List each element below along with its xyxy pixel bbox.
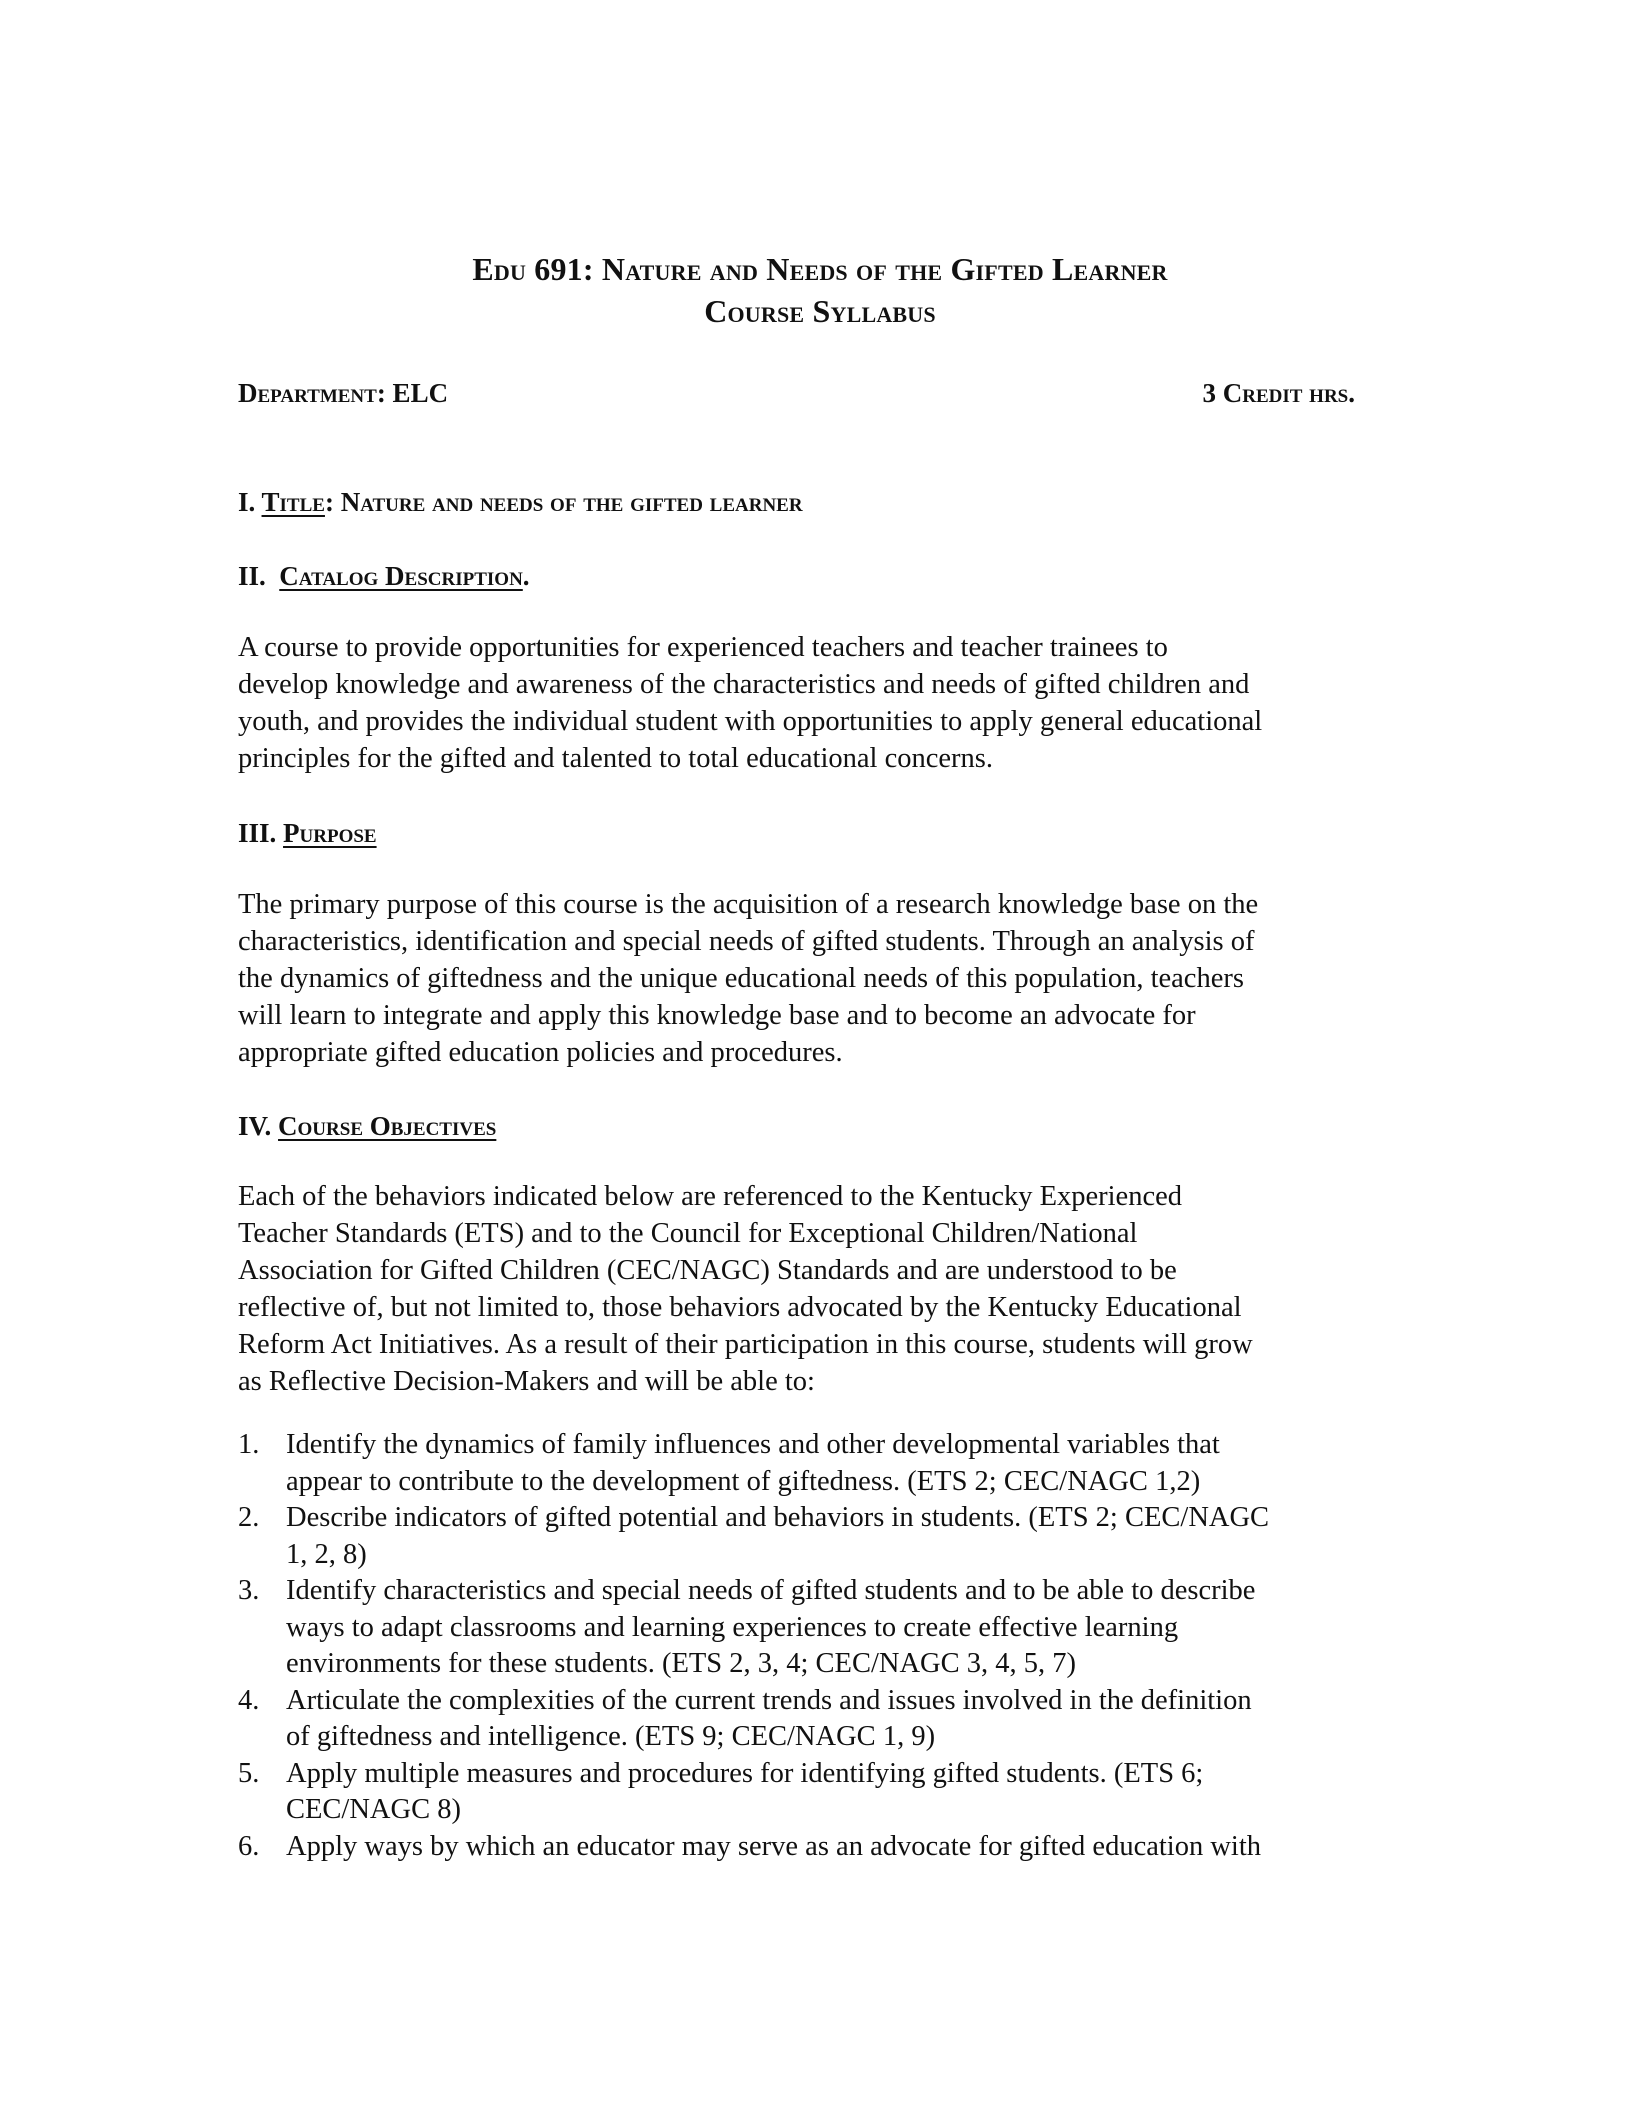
objective-number: 4. — [238, 1684, 260, 1716]
section-numeral: II. — [238, 561, 280, 591]
section-numeral: III. — [238, 818, 284, 848]
objective-line: of giftedness and intelligence. (ETS 9; CEC/NAGC 1, 9) — [286, 1721, 936, 1752]
objective-number: 3. — [238, 1575, 260, 1606]
section-suffix: . — [522, 561, 530, 591]
paragraph-line: as Reflective Decision-Makers and will be able to: — [238, 1366, 815, 1397]
section-numeral: IV. — [238, 1111, 279, 1141]
paragraph-line: principles for the gifted and talented to total educational concerns. — [238, 743, 993, 774]
paragraph-line: The primary purpose of this course is the acquisition of a research knowledge base on the — [238, 889, 1259, 920]
objective-line: CEC/NAGC 8) — [286, 1794, 461, 1825]
objective-number: 5. — [238, 1757, 260, 1789]
section-label: Purpose — [283, 818, 377, 848]
objective-line: 1, 2, 8) — [286, 1538, 367, 1570]
objective-number: 2. — [238, 1502, 260, 1533]
objective-line: Articulate the complexities of the current trends and issues involved in the definition — [286, 1684, 1252, 1716]
paragraph-line: reflective of, but not limited to, those behaviors advocated by the Kentucky Educational — [238, 1292, 1242, 1323]
purpose-paragraph — [238, 886, 1388, 1071]
title-line-1: Edu 691: Nature and Needs of the Gifted Learner — [472, 251, 1168, 287]
credit-hours-label: 3 Credit hrs. — [1202, 378, 1355, 408]
objective-line: environments for these students. (ETS 2, 3, 4; CEC/NAGC 3, 4, 5, 7) — [286, 1648, 1077, 1679]
section-title-heading — [238, 484, 803, 520]
objective-line: Identify the dynamics of family influences and other developmental variables that — [286, 1429, 1220, 1460]
objective-number: 6. — [238, 1830, 260, 1862]
paragraph-line: appropriate gifted education policies and procedures. — [238, 1037, 843, 1068]
paragraph-line: the dynamics of giftedness and the unique educational needs of this population, teachers — [238, 963, 1244, 994]
objective-item-3 — [238, 1573, 1398, 1683]
objective-line: Apply ways by which an educator may serve as an advocate for gifted education with — [286, 1830, 1261, 1862]
objective-line: Apply multiple measures and procedures for identifying gifted students. (ETS 6; — [286, 1757, 1204, 1789]
section-label: Catalog Description — [279, 561, 523, 591]
section-label: Course Objectives — [278, 1111, 497, 1141]
objective-line: appear to contribute to the development of giftedness. (ETS 2; CEC/NAGC 1,2) — [286, 1465, 1201, 1497]
section-catalog-heading — [238, 558, 530, 594]
document-title — [0, 248, 1640, 332]
paragraph-line: Reform Act Initiatives. As a result of their participation in this course, students will grow — [238, 1329, 1253, 1360]
paragraph-line: Each of the behaviors indicated below are referenced to the Kentucky Experienced — [238, 1181, 1183, 1212]
objective-item-5 — [238, 1756, 1398, 1829]
section-label: Title — [261, 487, 325, 517]
section-objectives-heading — [238, 1108, 496, 1144]
section-numeral: I. — [238, 487, 262, 517]
department-label: Department: ELC — [238, 378, 449, 408]
paragraph-line: youth, and provides the individual student with opportunities to apply general educational — [238, 706, 1263, 737]
paragraph-line: A course to provide opportunities for experienced teachers and teacher trainees to — [238, 632, 1168, 663]
objective-item-1 — [238, 1427, 1398, 1500]
paragraph-line: Teacher Standards (ETS) and to the Council for Exceptional Children/National — [238, 1218, 1138, 1249]
paragraph-line: Association for Gifted Children (CEC/NAGC) Standards and are understood to be — [238, 1255, 1177, 1286]
objective-item-6 — [238, 1829, 1398, 1866]
catalog-description-paragraph — [238, 629, 1388, 777]
paragraph-line: characteristics, identification and special needs of gifted students. Through an analysis of — [238, 926, 1255, 957]
objective-number: 1. — [238, 1429, 260, 1460]
objective-line: ways to adapt classrooms and learning experiences to create effective learning — [286, 1611, 1179, 1643]
title-line-2: Course Syllabus — [704, 293, 936, 329]
objective-item-4 — [238, 1683, 1398, 1756]
objective-item-2 — [238, 1500, 1398, 1573]
course-title-value: : Nature and needs of the gifted learner — [324, 487, 803, 517]
objectives-intro-paragraph — [238, 1178, 1388, 1400]
objectives-list — [238, 1427, 1398, 1865]
section-purpose-heading — [238, 815, 377, 851]
paragraph-line: will learn to integrate and apply this knowledge base and to become an advocate for — [238, 1000, 1196, 1031]
paragraph-line: develop knowledge and awareness of the characteristics and needs of gifted children and — [238, 669, 1250, 700]
objective-line: Describe indicators of gifted potential and behaviors in students. (ETS 2; CEC/NAGC — [286, 1502, 1270, 1533]
objective-line: Identify characteristics and special needs of gifted students and to be able to describe — [286, 1575, 1256, 1606]
